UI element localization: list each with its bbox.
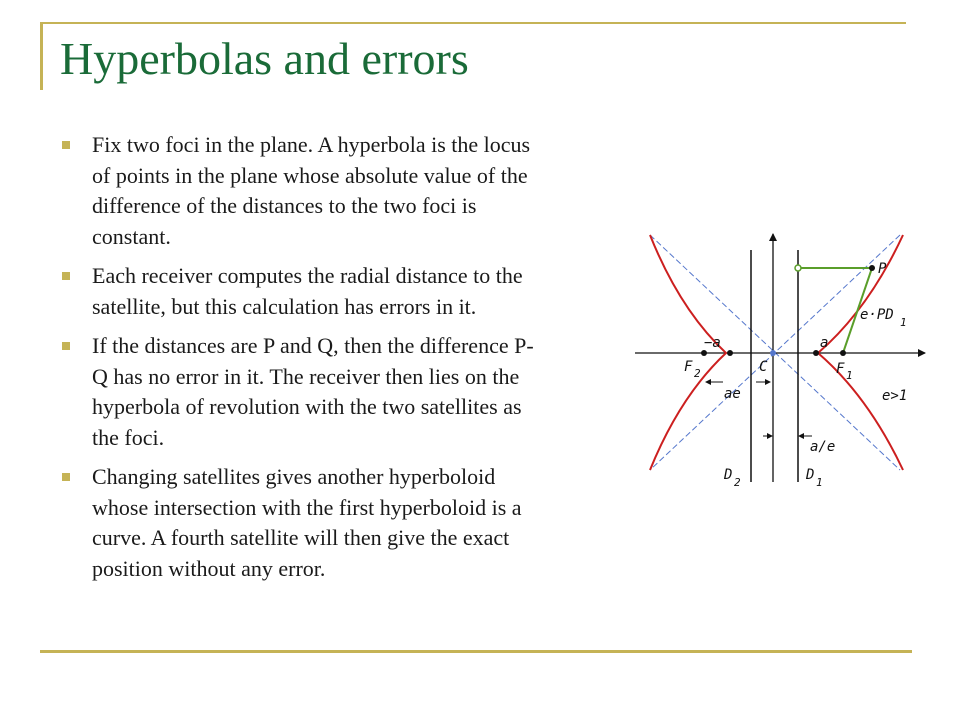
label-neg-a: −a <box>704 335 721 351</box>
hyperbola-diagram <box>620 220 940 500</box>
bullet-text: Fix two foci in the plane. A hyperbola is the locus of points in the plane whose absolute value of the difference of the distances to the two foci is constant. <box>92 132 531 249</box>
bullet-text: Changing satellites gives another hyperboloid whose intersection with the first hyperboloid is a curve. A fourth satellite will then give the exact position without any error. <box>92 464 522 581</box>
label-e-pd: e·PD <box>860 307 894 323</box>
slide-title: Hyperbolas and errors <box>60 33 469 84</box>
bullet-square-icon <box>62 141 70 149</box>
bullet-item <box>62 130 547 252</box>
frame-accent-left <box>40 22 43 90</box>
label-f1-subscript: 1 <box>846 369 853 382</box>
bullet-item <box>62 462 547 584</box>
label-a: a <box>820 335 829 351</box>
label-f1: F <box>836 361 845 377</box>
bullet-list <box>62 130 547 593</box>
label-p: P <box>878 261 887 277</box>
bullet-square-icon <box>62 342 70 350</box>
bullet-square-icon <box>62 272 70 280</box>
bullet-item <box>62 331 547 453</box>
point-p <box>869 265 875 271</box>
frame-accent-top <box>40 22 906 24</box>
bullet-square-icon <box>62 473 70 481</box>
label-d1: D <box>806 467 815 483</box>
label-d2-subscript: 2 <box>734 476 741 489</box>
bullet-text: If the distances are P and Q, then the difference P-Q has no error in it. The receiver then lies on the hyperbola of revolution with the two satellites as the foci. <box>92 333 534 450</box>
bullet-item <box>62 261 547 322</box>
vertex-neg-a <box>727 350 733 356</box>
center-c <box>770 350 776 356</box>
label-f2: F <box>684 359 693 375</box>
frame-accent-bottom <box>40 650 912 653</box>
label-f2-subscript: 2 <box>694 367 701 380</box>
label-e-gt-1: e>1 <box>882 388 908 404</box>
vertex-a <box>813 350 819 356</box>
bullet-text: Each receiver computes the radial distance to the satellite, but this calculation has errors in it. <box>92 263 523 319</box>
label-a-over-e: a/e <box>810 439 836 455</box>
label-d1-subscript: 1 <box>816 476 823 489</box>
label-ae: ae <box>724 386 741 402</box>
focus-f1 <box>840 350 846 356</box>
label-c: C <box>759 359 768 375</box>
label-d2: D <box>724 467 733 483</box>
directrix-point <box>795 265 801 271</box>
label-e-pd-subscript: 1 <box>900 316 907 329</box>
